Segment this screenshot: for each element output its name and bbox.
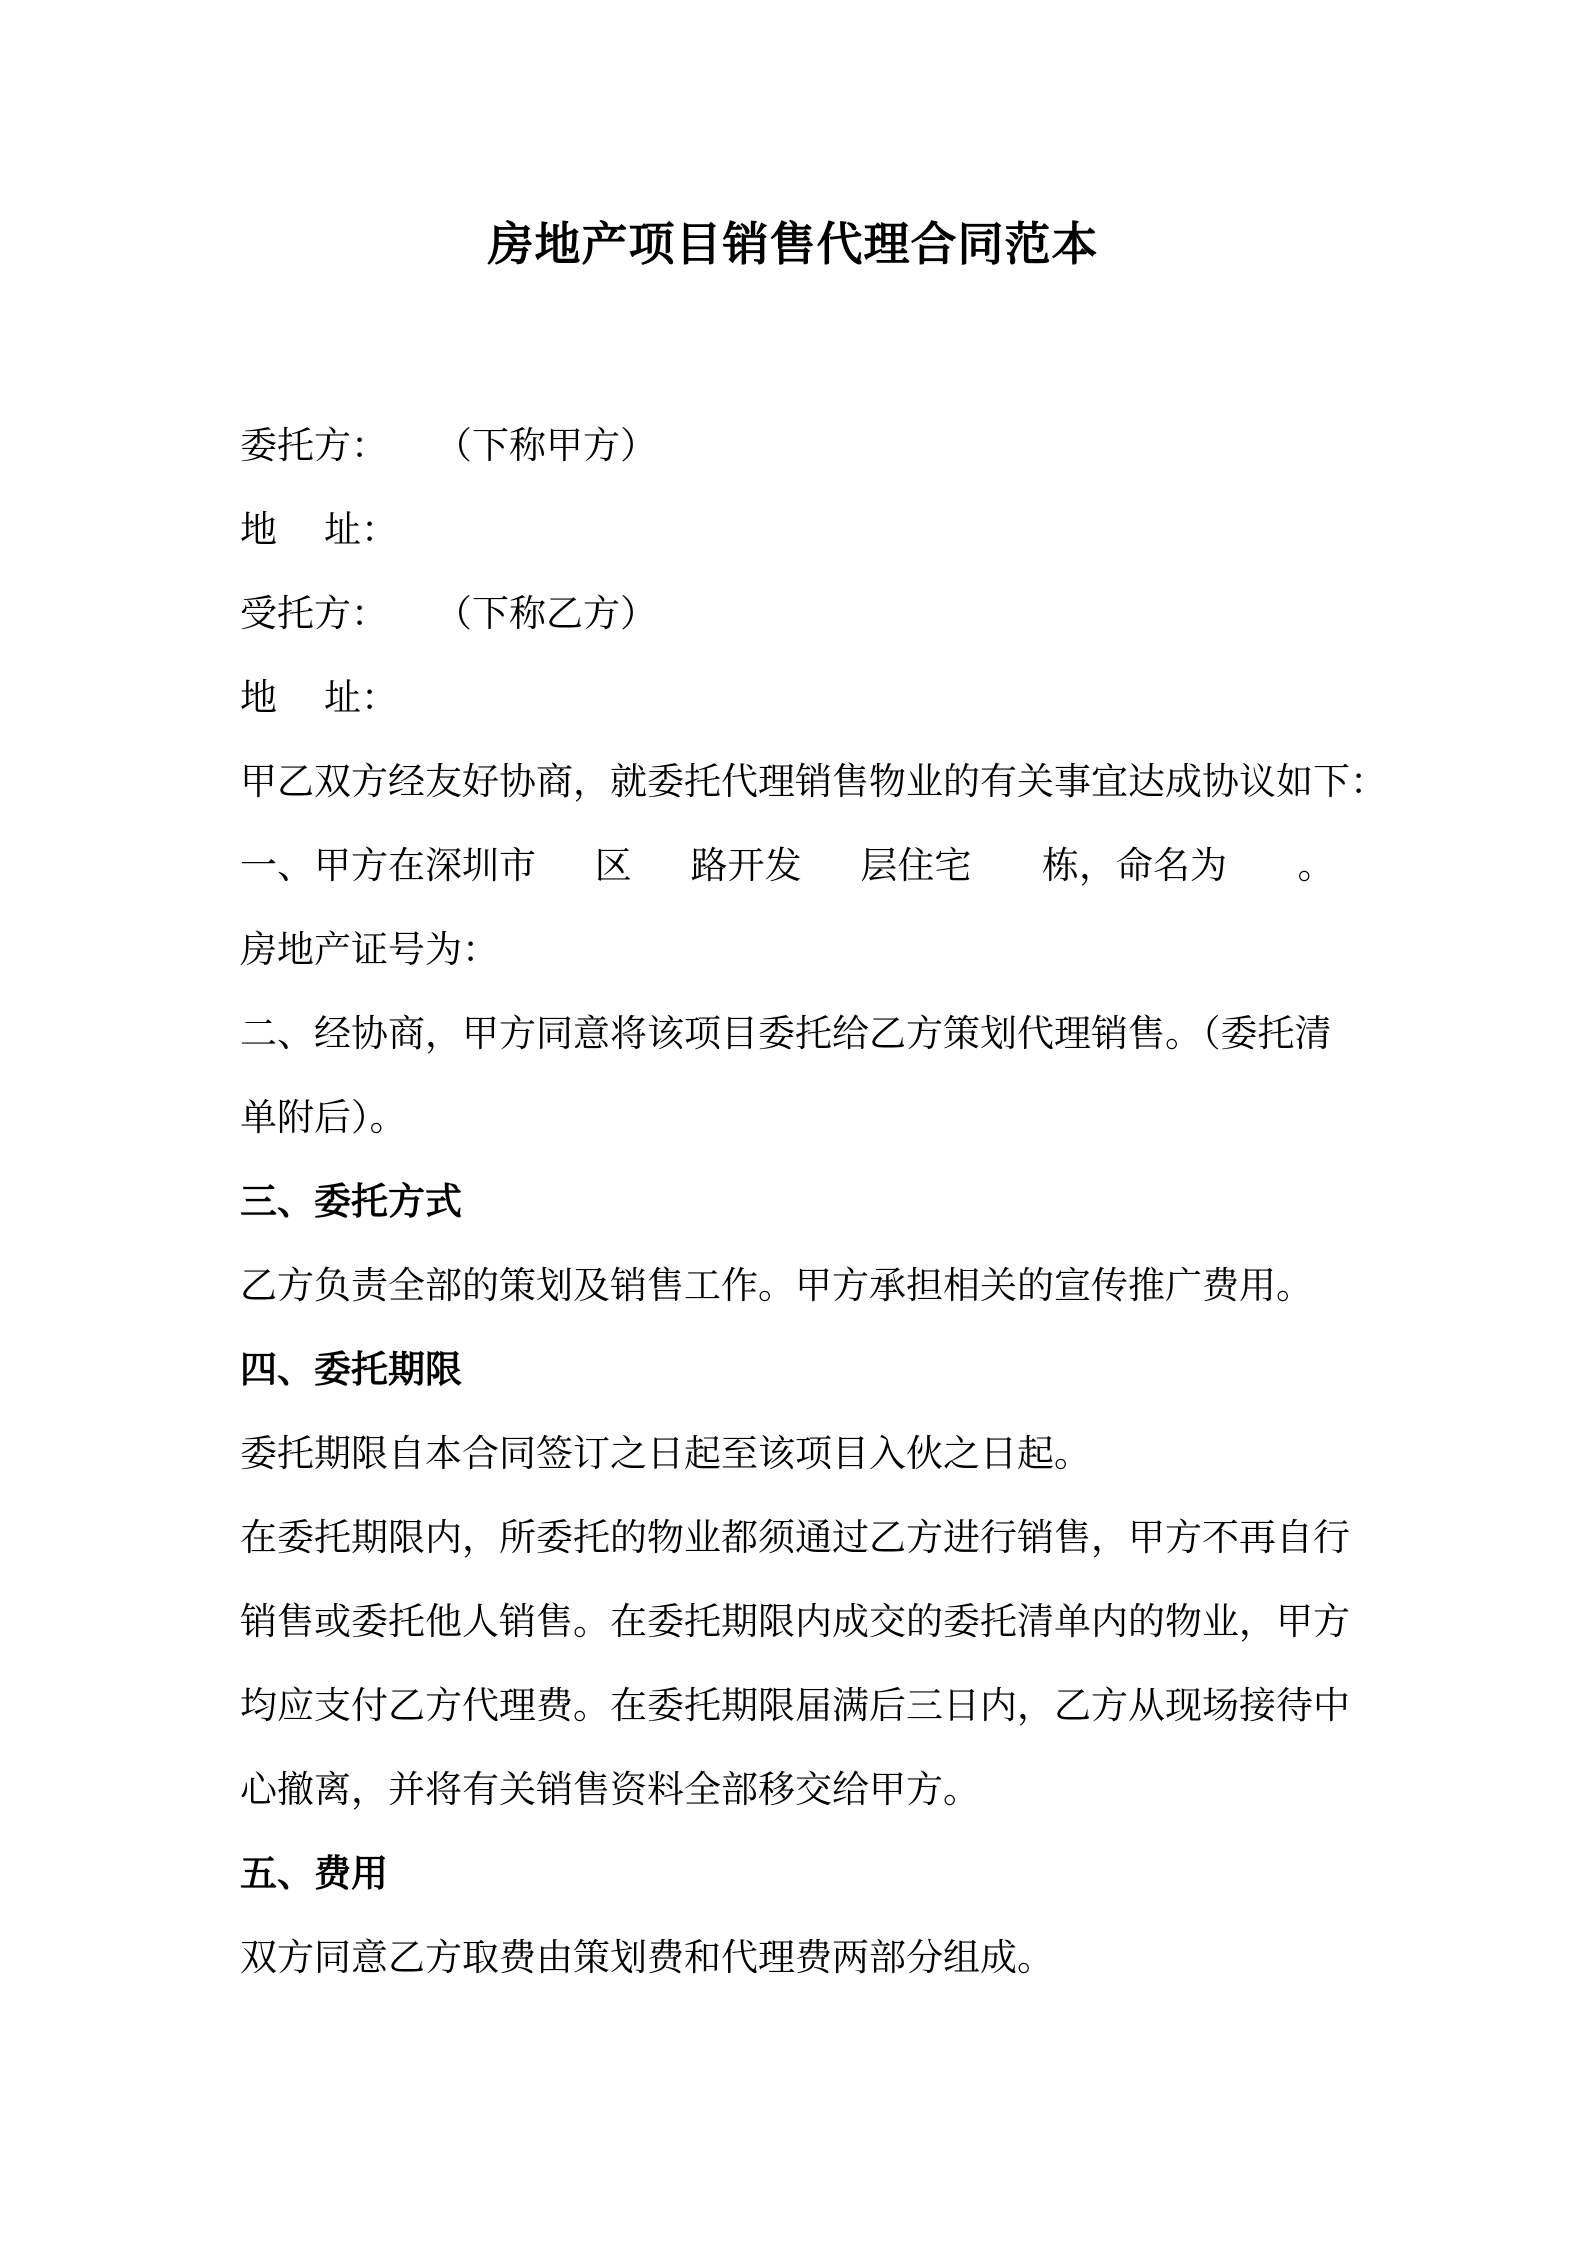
agreement-intro-line: 甲乙双方经友好协商，就委托代理销售物业的有关事宜达成协议如下： (240, 760, 1387, 803)
document-body (240, 404, 1387, 2000)
commission-term-detail-2: 销售或委托他人销售。在委托期限内成交的委托清单内的物业，甲方 (240, 1600, 1350, 1643)
clause-1-line: 一、甲方在深圳市 区 路开发 层住宅 栋，命名为 。 (240, 844, 1335, 887)
party-a-address-line: 地 址： (240, 508, 399, 551)
commission-term-detail-4: 心撤离，并将有关销售资料全部移交给甲方。 (240, 1768, 980, 1811)
fees-text: 双方同意乙方取费由策划费和代理费两部分组成。 (240, 1936, 1054, 1979)
party-a-line: 委托方： （下称甲方） (240, 424, 658, 467)
section-heading-commission-method: 三、委托方式 (240, 1180, 462, 1223)
property-cert-line: 房地产证号为： (240, 928, 499, 971)
section-heading-fees: 五、费用 (240, 1852, 388, 1895)
commission-method-text: 乙方负责全部的策划及销售工作。甲方承担相关的宣传推广费用。 (240, 1264, 1313, 1307)
party-b-address-line: 地 址： (240, 676, 399, 719)
commission-term-detail-3: 均应支付乙方代理费。在委托期限届满后三日内，乙方从现场接待中 (240, 1684, 1350, 1727)
commission-term-detail-1: 在委托期限内，所委托的物业都须通过乙方进行销售，甲方不再自行 (240, 1516, 1350, 1559)
party-b-line: 受托方： （下称乙方） (240, 592, 658, 635)
clause-2-line: 二、经协商，甲方同意将该项目委托给乙方策划代理销售。（委托清 (240, 1012, 1332, 1055)
commission-term-text: 委托期限自本合同签订之日起至该项目入伙之日起。 (240, 1432, 1091, 1475)
document-title: 房地产项目销售代理合同范本 (487, 217, 1099, 271)
clause-2-continued-line: 单附后）。 (240, 1096, 407, 1139)
section-heading-commission-term: 四、委托期限 (240, 1348, 462, 1391)
